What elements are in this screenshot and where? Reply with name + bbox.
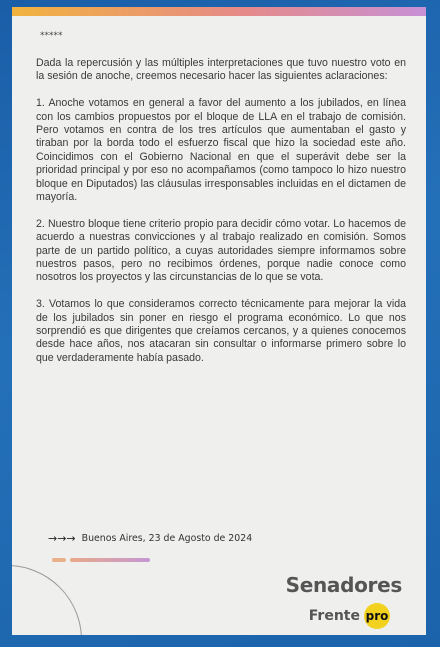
pro-logo-label: pro bbox=[365, 609, 389, 623]
statement-body bbox=[36, 57, 406, 379]
brand-frente-label: Frente bbox=[308, 608, 360, 624]
point-2-paragraph: 2. Nuestro bloque tiene criterio propio para decidir cómo votar. Lo hacemos de acuerdo a nuestras convicciones y al trabajo realizado en comisión. Somos parte de un partido político, a cuyas autoridades siempre informamos sobre nuestros pasos, pero no recibimos órdenes, porque nadie conoce como nosotros los proyectos y las circunstancias de lo que se vota. bbox=[36, 217, 406, 284]
decorative-arc bbox=[12, 565, 82, 635]
decorative-stripe-long bbox=[70, 558, 150, 562]
brand-frente-pro bbox=[309, 603, 390, 629]
decorative-stripe-short bbox=[52, 558, 66, 562]
top-gradient-bar bbox=[12, 7, 426, 16]
point-1-paragraph: 1. Anoche votamos en general a favor del aumento a los jubilados, en línea con los cambios propuestos por el bloque de LLA en el trabajo de comisión. Pero votamos en contra de los tres artículos que aumentaban el gasto y tiraban por la borda todo el esfuerzo fiscal que hizo la sociedad este año. Coincidimos con el Gobierno Nacional en que el superávit debe ser la prioridad principal y por eso no acompañamos (como tampoco lo hizo nuestro bloque en Diputados) las cláusulas irresponsables incluidas en el dictamen de mayoría. bbox=[36, 97, 406, 204]
point-3-paragraph: 3. Votamos lo que consideramos correcto técnicamente para mejorar la vida de los jubilados sin poner en riesgo el programa económico. Lo que nos sorprendió es que dirigentes que creíamos cercanos, y a quienes conocemos desde hace años, nos atacaran sin consultar o informarse primero sobre lo que verdaderamente había pasado. bbox=[36, 298, 406, 364]
place-date-line bbox=[48, 532, 252, 545]
statement-card bbox=[12, 7, 426, 635]
brand-senadores: Senadores bbox=[285, 573, 402, 597]
triple-arrow-icon: →→→ bbox=[48, 532, 76, 545]
pro-logo-icon bbox=[364, 603, 390, 629]
stars-decoration: ***** bbox=[40, 31, 63, 41]
place-date: Buenos Aires, 23 de Agosto de 2024 bbox=[81, 533, 253, 544]
intro-paragraph: Dada la repercusión y las múltiples interpretaciones que tuvo nuestro voto en la sesión de anoche, creemos necesario hacer las siguientes aclaraciones: bbox=[36, 57, 406, 83]
